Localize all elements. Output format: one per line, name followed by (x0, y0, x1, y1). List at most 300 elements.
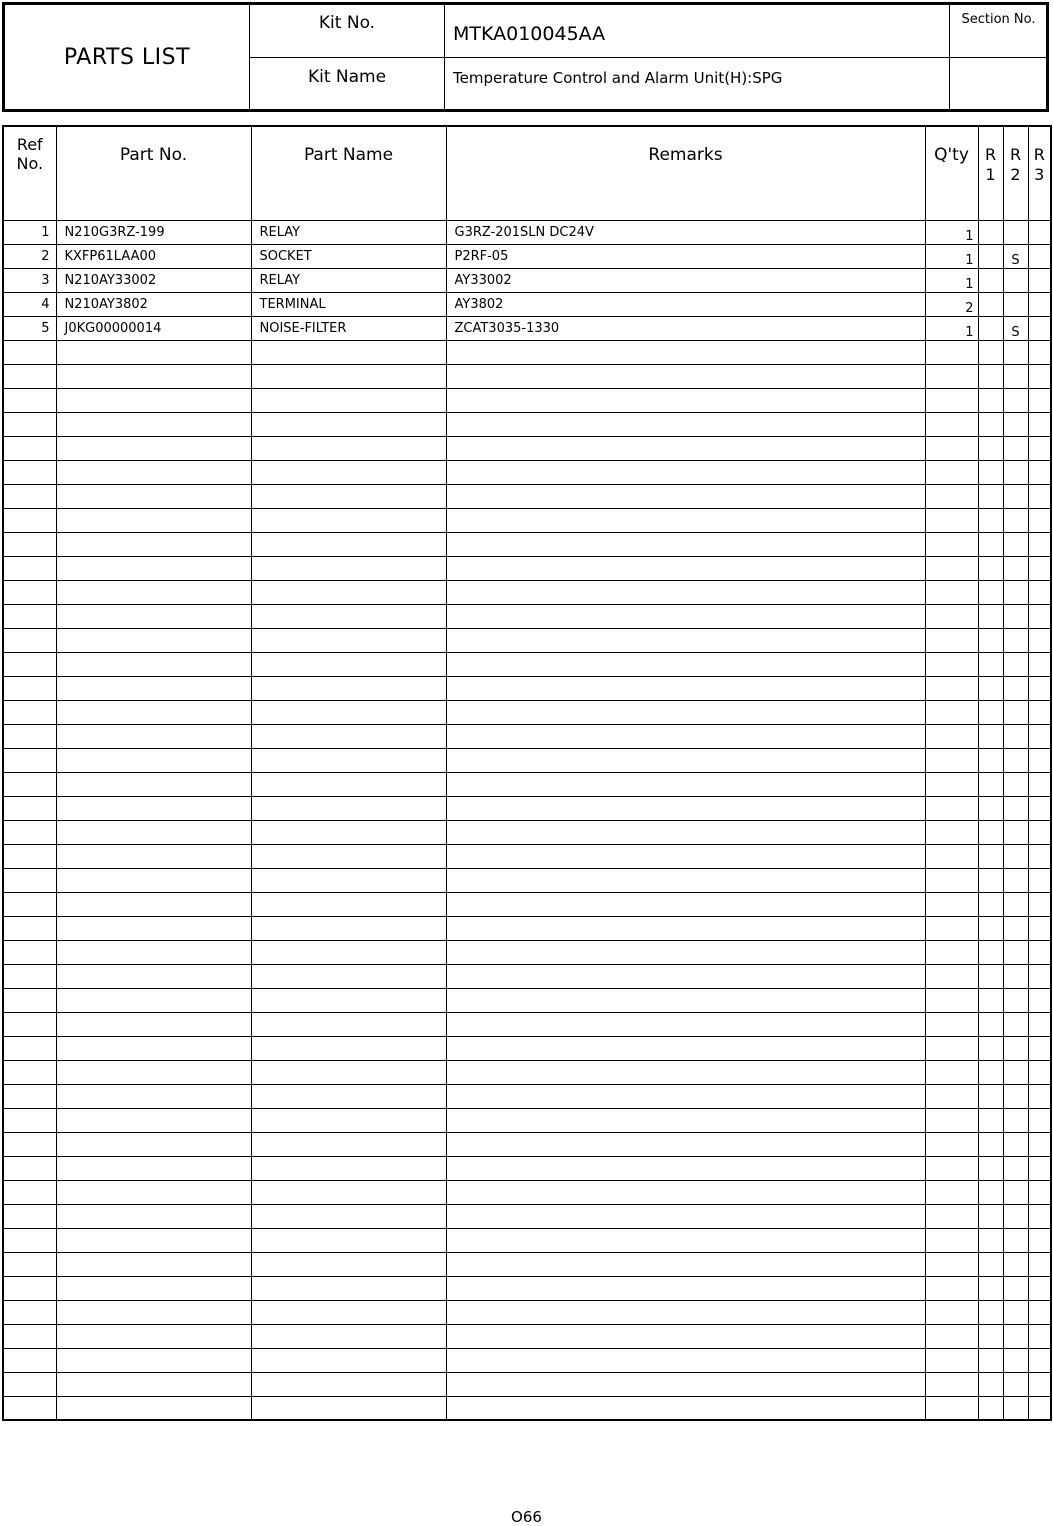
ref-no-cell (3, 940, 56, 964)
empty-table-row (3, 724, 1051, 748)
ref-no-cell (3, 1084, 56, 1108)
ref-no-cell (3, 796, 56, 820)
r1-cell (978, 316, 1003, 340)
ref-no-cell (3, 1348, 56, 1372)
part-no-cell (56, 436, 251, 460)
part-name-cell (251, 868, 446, 892)
remarks-cell (446, 484, 925, 508)
r1-cell (978, 1228, 1003, 1252)
remarks-cell (446, 868, 925, 892)
empty-table-row (3, 532, 1051, 556)
part-no-cell (56, 532, 251, 556)
part-no-cell (56, 820, 251, 844)
part-name-cell (251, 964, 446, 988)
r2-cell (1003, 652, 1028, 676)
empty-table-row (3, 844, 1051, 868)
r2-cell (1003, 484, 1028, 508)
qty-cell (925, 532, 978, 556)
r2-cell (1003, 1180, 1028, 1204)
qty-cell (925, 1276, 978, 1300)
part-no-cell (56, 1228, 251, 1252)
empty-table-row (3, 940, 1051, 964)
column-header-r1 (978, 126, 1003, 220)
empty-table-row (3, 1156, 1051, 1180)
part-name-cell (251, 508, 446, 532)
r3-cell (1028, 1108, 1051, 1132)
part-name-cell (251, 1300, 446, 1324)
part-name-cell: SOCKET (251, 244, 446, 268)
r3-cell (1028, 940, 1051, 964)
ref-no-cell (3, 964, 56, 988)
part-name-cell (251, 772, 446, 796)
r2-cell (1003, 1300, 1028, 1324)
remarks-cell (446, 724, 925, 748)
r2-cell (1003, 364, 1028, 388)
remarks-cell (446, 844, 925, 868)
remarks-cell (446, 1348, 925, 1372)
r1-cell (978, 1300, 1003, 1324)
r1-cell (978, 724, 1003, 748)
empty-table-row (3, 412, 1051, 436)
r2-cell (1003, 1060, 1028, 1084)
ref-no-cell (3, 1204, 56, 1228)
qty-cell (925, 460, 978, 484)
part-name-cell (251, 532, 446, 556)
part-name-cell (251, 844, 446, 868)
qty-cell (925, 1180, 978, 1204)
empty-table-row (3, 1108, 1051, 1132)
part-name-cell (251, 1228, 446, 1252)
part-name-cell (251, 892, 446, 916)
remarks-cell (446, 772, 925, 796)
r1-cell (978, 1060, 1003, 1084)
part-name-cell (251, 1036, 446, 1060)
empty-table-row (3, 1396, 1051, 1420)
r2-cell (1003, 220, 1028, 244)
qty-cell (925, 556, 978, 580)
part-no-cell (56, 724, 251, 748)
part-no-cell (56, 388, 251, 412)
r3-cell (1028, 532, 1051, 556)
empty-table-row (3, 700, 1051, 724)
part-name-cell (251, 676, 446, 700)
ref-no-cell (3, 436, 56, 460)
part-name-cell (251, 796, 446, 820)
ref-no-cell (3, 1036, 56, 1060)
ref-no-cell (3, 1252, 56, 1276)
header-divider (249, 57, 1046, 58)
table-row (3, 244, 1051, 268)
qty-cell (925, 1372, 978, 1396)
part-name-cell (251, 1396, 446, 1420)
r1-cell (978, 844, 1003, 868)
r2-cell (1003, 268, 1028, 292)
r3-cell (1028, 556, 1051, 580)
empty-table-row (3, 1036, 1051, 1060)
part-name-cell (251, 988, 446, 1012)
r1-cell (978, 1156, 1003, 1180)
r1-cell (978, 532, 1003, 556)
r1-cell (978, 868, 1003, 892)
part-no-cell (56, 1060, 251, 1084)
part-name-cell: NOISE-FILTER (251, 316, 446, 340)
section-no-label: Section No. (961, 12, 1036, 27)
part-no-cell (56, 604, 251, 628)
r3-cell (1028, 364, 1051, 388)
r3-cell (1028, 220, 1051, 244)
part-no-cell (56, 1300, 251, 1324)
r2-cell (1003, 580, 1028, 604)
kit-no-label: Kit No. (318, 13, 376, 33)
r3-cell (1028, 988, 1051, 1012)
empty-table-row (3, 628, 1051, 652)
r1-cell (978, 388, 1003, 412)
ref-no-cell (3, 364, 56, 388)
remarks-cell: AY3802 (446, 292, 925, 316)
r2-cell (1003, 628, 1028, 652)
r2-cell (1003, 292, 1028, 316)
r1-cell (978, 676, 1003, 700)
r1-cell (978, 1132, 1003, 1156)
part-name-cell (251, 460, 446, 484)
r2-cell (1003, 412, 1028, 436)
r1-cell (978, 652, 1003, 676)
ref-no-cell (3, 1060, 56, 1084)
r2-cell (1003, 748, 1028, 772)
r2-cell (1003, 1252, 1028, 1276)
remarks-cell (446, 412, 925, 436)
qty-cell (925, 844, 978, 868)
table-row (3, 316, 1051, 340)
r2-cell (1003, 676, 1028, 700)
remarks-cell (446, 1276, 925, 1300)
r2-cell (1003, 868, 1028, 892)
ref-no-cell (3, 1228, 56, 1252)
r3-cell (1028, 388, 1051, 412)
empty-table-row (3, 580, 1051, 604)
ref-no-cell (3, 1180, 56, 1204)
empty-table-row (3, 388, 1051, 412)
remarks-cell (446, 508, 925, 532)
ref-no-cell (3, 1396, 56, 1420)
r1-cell (978, 964, 1003, 988)
r1-cell (978, 292, 1003, 316)
part-no-cell (56, 988, 251, 1012)
part-no-cell (56, 700, 251, 724)
r3-cell (1028, 1060, 1051, 1084)
qty-cell (925, 964, 978, 988)
remarks-cell (446, 628, 925, 652)
parts-table (2, 125, 1052, 1421)
part-name-cell (251, 1324, 446, 1348)
r3-cell (1028, 460, 1051, 484)
r1-cell (978, 1252, 1003, 1276)
ref-no-cell: 4 (3, 292, 56, 316)
part-no-cell (56, 1084, 251, 1108)
kit-name-label: Kit Name (307, 67, 387, 87)
qty-cell (925, 484, 978, 508)
r2-cell (1003, 604, 1028, 628)
part-no-cell: N210AY33002 (56, 268, 251, 292)
part-name-cell (251, 1060, 446, 1084)
part-name-cell (251, 1180, 446, 1204)
part-name-cell (251, 484, 446, 508)
ref-no-cell (3, 1324, 56, 1348)
ref-no-cell: 2 (3, 244, 56, 268)
empty-table-row (3, 340, 1051, 364)
part-name-cell: RELAY (251, 220, 446, 244)
r1-cell (978, 244, 1003, 268)
part-name-cell (251, 748, 446, 772)
qty-cell: 1 (925, 220, 978, 244)
kit-name-value: Temperature Control and Alarm Unit(H):SPG (453, 69, 783, 87)
ref-no-cell (3, 916, 56, 940)
empty-table-row (3, 1132, 1051, 1156)
remarks-cell (446, 748, 925, 772)
r3-cell (1028, 316, 1051, 340)
remarks-cell (446, 1036, 925, 1060)
column-header-r2 (1003, 126, 1028, 220)
ref-no-cell (3, 820, 56, 844)
qty-cell (925, 892, 978, 916)
r3-cell (1028, 676, 1051, 700)
empty-table-row (3, 772, 1051, 796)
r1-cell (978, 892, 1003, 916)
r1-cell (978, 988, 1003, 1012)
part-no-cell (56, 484, 251, 508)
qty-cell (925, 1156, 978, 1180)
part-no-cell: N210AY3802 (56, 292, 251, 316)
part-name-cell (251, 1084, 446, 1108)
ref-no-cell (3, 868, 56, 892)
ref-no-cell (3, 580, 56, 604)
r3-cell (1028, 796, 1051, 820)
column-header-r3-label: R 3 (1033, 145, 1045, 184)
part-no-cell (56, 628, 251, 652)
remarks-cell (446, 676, 925, 700)
part-name-cell (251, 724, 446, 748)
qty-cell (925, 772, 978, 796)
qty-cell (925, 1252, 978, 1276)
qty-cell (925, 1204, 978, 1228)
part-no-cell: J0KG00000014 (56, 316, 251, 340)
column-header-ref-label: Ref No. (16, 135, 44, 173)
part-name-cell (251, 1276, 446, 1300)
parts-list-title: PARTS LIST (63, 44, 191, 70)
r3-cell (1028, 484, 1051, 508)
r1-cell (978, 412, 1003, 436)
part-no-cell (56, 964, 251, 988)
remarks-cell (446, 604, 925, 628)
qty-cell (925, 700, 978, 724)
part-no-cell: N210G3RZ-199 (56, 220, 251, 244)
r1-cell (978, 1348, 1003, 1372)
empty-table-row (3, 988, 1051, 1012)
column-header-r2-label: R 2 (1009, 145, 1022, 184)
part-no-cell (56, 1132, 251, 1156)
r2-cell (1003, 724, 1028, 748)
remarks-cell (446, 1228, 925, 1252)
qty-cell (925, 1060, 978, 1084)
qty-cell (925, 940, 978, 964)
part-no-cell (56, 940, 251, 964)
r2-cell (1003, 796, 1028, 820)
remarks-cell (446, 436, 925, 460)
r1-cell (978, 556, 1003, 580)
r2-cell (1003, 700, 1028, 724)
r2-cell: S (1003, 244, 1028, 268)
r2-cell (1003, 436, 1028, 460)
page-number: O66 (511, 1508, 542, 1526)
r3-cell (1028, 436, 1051, 460)
ref-no-cell (3, 700, 56, 724)
part-no-cell (56, 1108, 251, 1132)
r3-cell (1028, 340, 1051, 364)
r3-cell (1028, 700, 1051, 724)
part-no-cell (56, 508, 251, 532)
ref-no-cell (3, 484, 56, 508)
r1-cell (978, 1372, 1003, 1396)
part-name-cell (251, 940, 446, 964)
r3-cell (1028, 1084, 1051, 1108)
empty-table-row (3, 604, 1051, 628)
empty-table-row (3, 1204, 1051, 1228)
ref-no-cell (3, 604, 56, 628)
r3-cell (1028, 628, 1051, 652)
remarks-cell (446, 892, 925, 916)
empty-table-row (3, 892, 1051, 916)
ref-no-cell (3, 676, 56, 700)
qty-cell (925, 916, 978, 940)
r3-cell (1028, 604, 1051, 628)
r3-cell (1028, 916, 1051, 940)
remarks-cell (446, 988, 925, 1012)
remarks-cell (446, 1252, 925, 1276)
r3-cell (1028, 1372, 1051, 1396)
qty-cell (925, 748, 978, 772)
r3-cell (1028, 1348, 1051, 1372)
ref-no-cell (3, 412, 56, 436)
r3-cell (1028, 1228, 1051, 1252)
remarks-cell (446, 1156, 925, 1180)
r3-cell (1028, 1300, 1051, 1324)
empty-table-row (3, 820, 1051, 844)
remarks-cell (446, 1372, 925, 1396)
r2-cell (1003, 1156, 1028, 1180)
empty-table-row (3, 1060, 1051, 1084)
empty-table-row (3, 964, 1051, 988)
part-no-cell (56, 652, 251, 676)
r1-cell (978, 436, 1003, 460)
parts-list-header (2, 2, 1049, 112)
part-name-cell (251, 604, 446, 628)
part-no-cell (56, 1276, 251, 1300)
ref-no-cell (3, 892, 56, 916)
r3-cell (1028, 748, 1051, 772)
part-no-cell (56, 892, 251, 916)
parts-table-body (3, 220, 1051, 1420)
ref-no-cell (3, 748, 56, 772)
table-row (3, 292, 1051, 316)
ref-no-cell (3, 532, 56, 556)
table-row (3, 220, 1051, 244)
part-name-cell (251, 652, 446, 676)
remarks-cell: AY33002 (446, 268, 925, 292)
ref-no-cell (3, 1300, 56, 1324)
empty-table-row (3, 484, 1051, 508)
qty-cell: 1 (925, 268, 978, 292)
qty-cell (925, 1012, 978, 1036)
ref-no-cell (3, 988, 56, 1012)
r2-cell (1003, 844, 1028, 868)
r3-cell (1028, 892, 1051, 916)
r2-cell (1003, 988, 1028, 1012)
r3-cell (1028, 508, 1051, 532)
r1-cell (978, 1012, 1003, 1036)
ref-no-cell: 1 (3, 220, 56, 244)
part-no-cell (56, 916, 251, 940)
empty-table-row (3, 676, 1051, 700)
r3-cell (1028, 1180, 1051, 1204)
r1-cell (978, 364, 1003, 388)
qty-cell (925, 1084, 978, 1108)
column-header-r1-label: R 1 (984, 145, 997, 184)
qty-cell (925, 988, 978, 1012)
r3-cell (1028, 868, 1051, 892)
qty-cell (925, 868, 978, 892)
empty-table-row (3, 916, 1051, 940)
r1-cell (978, 580, 1003, 604)
ref-no-cell (3, 1276, 56, 1300)
empty-table-row (3, 436, 1051, 460)
part-name-cell (251, 364, 446, 388)
part-no-cell (56, 340, 251, 364)
r2-cell (1003, 1108, 1028, 1132)
r3-cell (1028, 1396, 1051, 1420)
part-name-cell (251, 412, 446, 436)
qty-cell (925, 388, 978, 412)
r1-cell (978, 508, 1003, 532)
ref-no-cell (3, 652, 56, 676)
part-name-cell (251, 556, 446, 580)
r2-cell: S (1003, 316, 1028, 340)
empty-table-row (3, 796, 1051, 820)
r1-cell (978, 1324, 1003, 1348)
remarks-cell (446, 1204, 925, 1228)
part-name-cell (251, 580, 446, 604)
part-name-cell (251, 1348, 446, 1372)
remarks-cell (446, 1084, 925, 1108)
r1-cell (978, 1396, 1003, 1420)
remarks-cell (446, 532, 925, 556)
r2-cell (1003, 892, 1028, 916)
qty-cell (925, 436, 978, 460)
qty-cell (925, 1348, 978, 1372)
r3-cell (1028, 1276, 1051, 1300)
empty-table-row (3, 748, 1051, 772)
r1-cell (978, 268, 1003, 292)
empty-table-row (3, 1348, 1051, 1372)
ref-no-cell (3, 844, 56, 868)
part-name-cell (251, 1204, 446, 1228)
part-name-cell (251, 1156, 446, 1180)
remarks-cell (446, 1180, 925, 1204)
part-no-cell (56, 1036, 251, 1060)
r1-cell (978, 1276, 1003, 1300)
r3-cell (1028, 1036, 1051, 1060)
empty-table-row (3, 1324, 1051, 1348)
part-no-cell (56, 844, 251, 868)
